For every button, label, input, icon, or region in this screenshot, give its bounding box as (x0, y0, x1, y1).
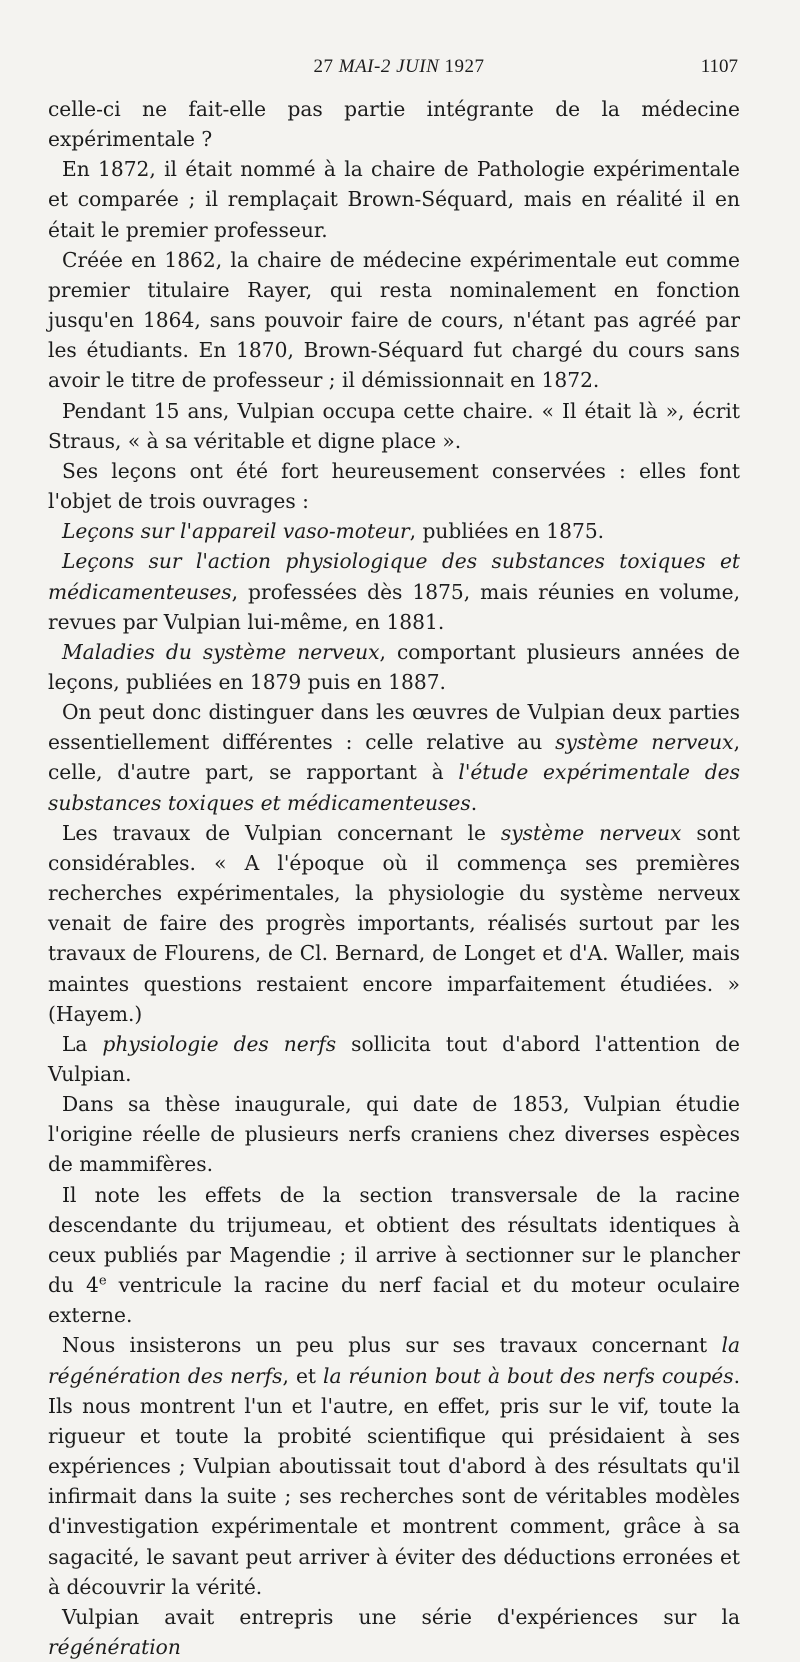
header-date-prefix: 27 (313, 56, 339, 77)
text-run: Il note les effets de la section transversale de la racine descendante du trijumeau, et obtient des résultats identiques à ceux publiés par Magendie ; il arrive à sectionner sur le plancher du 4 (48, 1182, 740, 1298)
italic-text: Maladies du système nerveux (62, 639, 380, 664)
paragraph (48, 1089, 740, 1179)
italic-text: l'étude expérimentale des substances toxiques et médicamenteuses (48, 760, 740, 815)
text-run: . (470, 790, 478, 815)
italic-text: régénération (48, 1634, 181, 1659)
text-run: sollicita tout d'abord l'attention de Vulpian. (48, 1031, 741, 1086)
paragraph (48, 1602, 740, 1662)
body-text (48, 94, 740, 1662)
paragraph (48, 637, 740, 697)
text-run: Dans sa thèse inaugurale, qui date de 1853, Vulpian étudie l'origine réelle de plusieurs nerfs craniens chez diverses espèces de mammifères. (48, 1092, 740, 1177)
text-run: celle-ci ne fait-elle pas partie intégrante de la médecine expérimentale ? (48, 97, 740, 152)
italic-text: la réunion bout à bout des nerfs coupés (323, 1363, 734, 1388)
text-run: Vulpian avait entrepris une série d'expériences sur la (62, 1604, 740, 1629)
text-run: . Ils nous montrent l'un et l'autre, en effet, pris sur le vif, toute la rigueur et toute la probité scientifique qui présidaient à ses expériences ; Vulpian aboutissait tout d'abord à des résultats qu'il infirmait dans la suite ; ses recherches sont de véritables modèles d'investigation expérimentale et montrent comment, grâce à sa sagacité, le savant peut arriver à éviter des déductions erronées et à découvrir la vérité. (48, 1363, 740, 1599)
paragraph (48, 546, 740, 636)
header-year: 1927 (439, 56, 485, 77)
italic-text: système nerveux (555, 730, 734, 755)
text-run: Pendant 15 ans, Vulpian occupa cette chaire. « Il était là », écrit Straus, « à sa véritable et digne place ». (48, 398, 740, 453)
italic-text: physiologie des nerfs (102, 1031, 337, 1056)
text-run: , et (282, 1363, 324, 1388)
page-number: 1107 (700, 56, 738, 77)
text-run: , publiées en 1875. (409, 519, 605, 544)
paragraph (48, 1029, 740, 1089)
paragraph (48, 456, 740, 516)
italic-text: Leçons sur l'appareil vaso-moteur (62, 519, 410, 544)
text-run: On peut donc distinguer dans les œuvres de Vulpian deux parties essentiellement différentes : celle relative au (48, 700, 740, 755)
text-run: , professées dès 1875, mais réunies en volume, revues par Vulpian lui-même, en 1881. (48, 579, 740, 634)
paragraph (48, 154, 740, 244)
header-date (60, 52, 738, 82)
text-run: Créée en 1862, la chaire de médecine expérimentale eut comme premier titulaire Rayer, qui resta nominalement en fonction jusqu'en 1864, sans pouvoir faire de cours, n'étant pas agréé par les étudiants. En 1870, Brown-Séquard fut chargé du cours sans avoir le titre de professeur ; il démissionnait en 1872. (48, 247, 740, 393)
text-run: Nous insisterons un peu plus sur ses travaux concernant (62, 1333, 722, 1358)
text-run: Ses leçons ont été fort heureusement conservées : elles font l'objet de trois ouvrages : (48, 458, 740, 514)
text-run: , celle, d'autre part, se rapportant à (48, 730, 740, 785)
text-run: La (62, 1031, 103, 1056)
paragraph (48, 245, 740, 396)
paragraph (48, 1330, 740, 1601)
paragraph (48, 516, 740, 546)
italic-text: Leçons sur l'action physiologique des substances toxiques et médicamenteuses (48, 549, 740, 604)
italic-text: système nerveux (500, 820, 682, 845)
paragraph (48, 818, 740, 1029)
paragraph (48, 1180, 740, 1331)
text-run: Les travaux de Vulpian concernant le (62, 820, 501, 845)
paragraph (48, 396, 740, 456)
paragraph (48, 697, 740, 818)
text-run: sont considérables. « A l'époque où il commença ses premières recherches expérimentales, la physiologie du système nerveux venait de faire des progrès importants, réalisés surtout par les travaux de Flourens, de Cl. Bernard, de Longet et d'A. Waller, mais maintes questions restaient encore imparfaitement étudiées. » (Hayem.) (48, 820, 740, 1026)
header-date-months: MAI-2 JUIN (338, 56, 440, 77)
text-run: En 1872, il était nommé à la chaire de Pathologie expérimentale et comparée ; il remplaçait Brown-Séquard, mais en réalité il en était le premier professeur. (48, 157, 740, 242)
text-run: ventricule la racine du nerf facial et du moteur oculaire externe. (48, 1273, 741, 1328)
superscript-text: e (98, 1273, 107, 1289)
paragraph (48, 94, 740, 154)
running-header (60, 52, 738, 82)
italic-text: la régénération des nerfs (48, 1333, 740, 1388)
text-run: , comportant plusieurs années de leçons, publiées en 1879 puis en 1887. (48, 639, 740, 694)
